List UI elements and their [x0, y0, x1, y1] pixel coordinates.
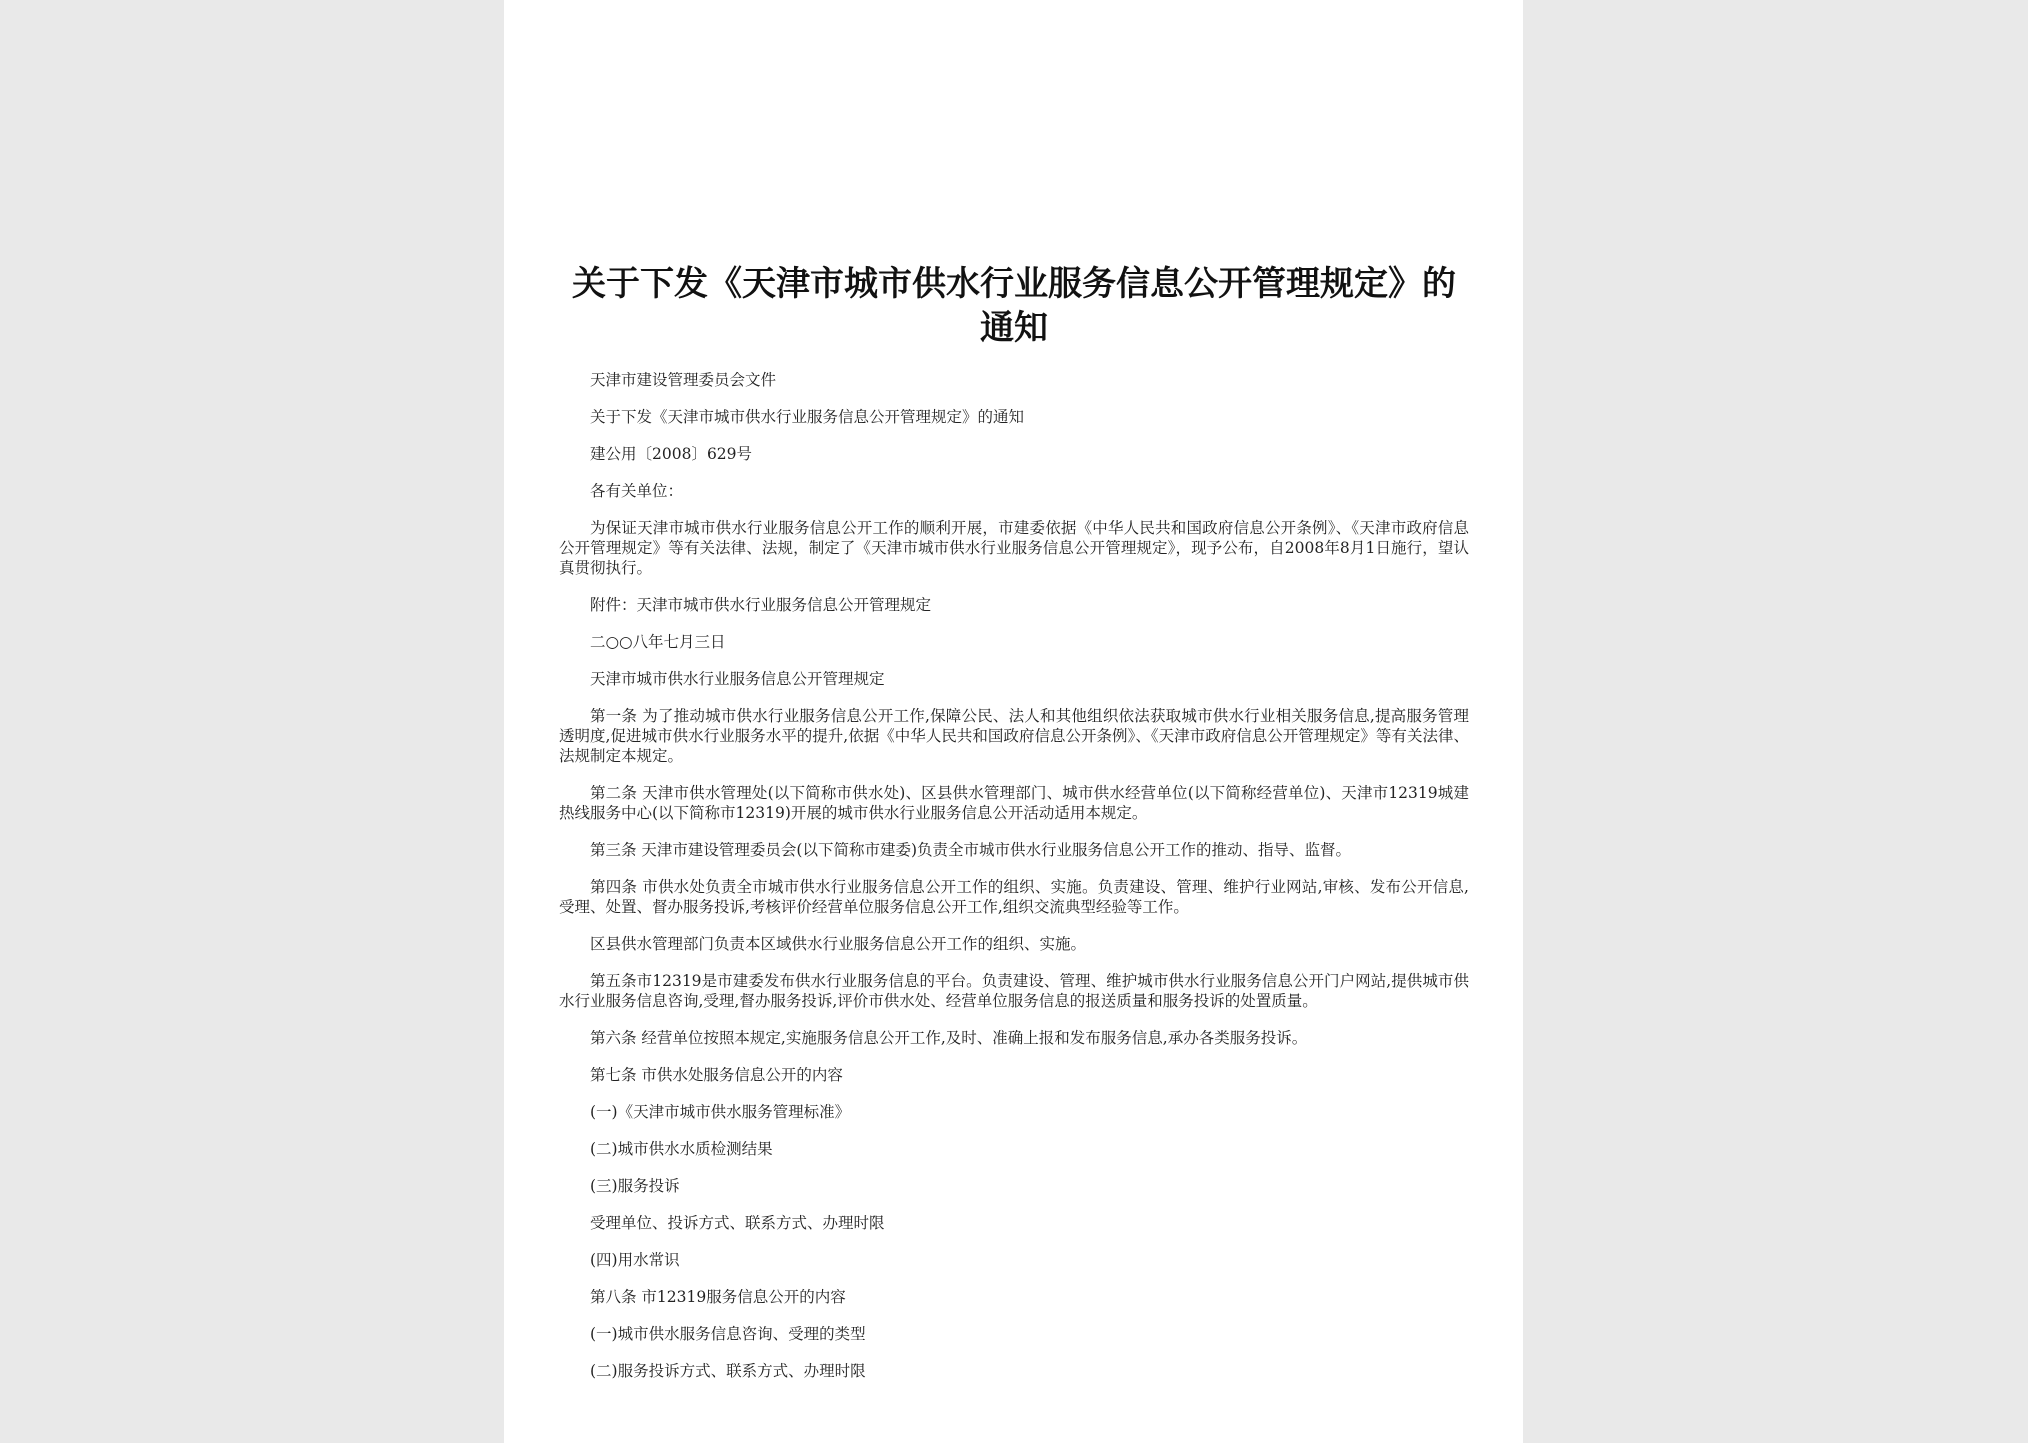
list-item: (四)用水常识: [590, 1251, 680, 1269]
body-paragraph: 为保证天津市城市供水行业服务信息公开工作的顺利开展，市建委依据《中华人民共和国政府信息公开条例》、《天津市政府信息公开管理规定》等有关法律、法规，制定了《天津市城市供水行业服务信息公开管理规定》，现予公布，自2008年8月1日施行，望认真贯彻执行。: [559, 519, 1469, 577]
article-4: 第四条 市供水处负责全市城市供水行业服务信息公开工作的组织、实施。负责建设、管理、维护行业网站,审核、发布公开信息,受理、处置、督办服务投诉,考核评价经营单位服务信息公开工作,组织交流典型经验等工作。: [559, 878, 1469, 916]
salutation: 各有关单位：: [590, 482, 684, 500]
list-item: (一)《天津市城市供水服务管理标准》: [590, 1103, 851, 1121]
article-4-district: 区县供水管理部门负责本区域供水行业服务信息公开工作的组织、实施。: [590, 935, 1087, 953]
list-item: (二)服务投诉方式、联系方式、办理时限: [590, 1362, 866, 1380]
date-line: 二○○八年七月三日: [590, 633, 726, 651]
document-body: [559, 262, 1469, 1398]
list-item: (一)城市供水服务信息咨询、受理的类型: [590, 1325, 866, 1343]
article-5: 第五条市12319是市建委发布供水行业服务信息的平台。负责建设、管理、维护城市供水行业服务信息公开门户网站,提供城市供水行业服务信息咨询,受理,督办服务投诉,评价市供水处、经营单位服务信息的报送质量和服务投诉的处置质量。: [559, 972, 1469, 1010]
attachment-line: 附件：天津市城市供水行业服务信息公开管理规定: [590, 596, 932, 614]
article-6: 第六条 经营单位按照本规定,实施服务信息公开工作,及时、准确上报和发布服务信息,承办各类服务投诉。: [590, 1029, 1308, 1047]
list-item: (二)城市供水水质检测结果: [590, 1140, 773, 1158]
list-item: 受理单位、投诉方式、联系方式、办理时限: [590, 1214, 885, 1232]
notice-subject: 关于下发《天津市城市供水行业服务信息公开管理规定》的通知: [590, 408, 1025, 426]
issuer-line: 天津市建设管理委员会文件: [590, 371, 777, 389]
article-8: 第八条 市12319服务信息公开的内容: [590, 1288, 846, 1306]
article-3: 第三条 天津市建设管理委员会(以下简称市建委)负责全市城市供水行业服务信息公开工作的推动、指导、监督。: [590, 841, 1352, 859]
document-page: [504, 0, 1523, 1443]
article-1: 第一条 为了推动城市供水行业服务信息公开工作,保障公民、法人和其他组织依法获取城市供水行业相关服务信息,提高服务管理透明度,促进城市供水行业服务水平的提升,依据《中华人民共和国政府信息公开条例》、《天津市政府信息公开管理规定》等有关法律、法规制定本规定。: [559, 707, 1469, 765]
list-item: (三)服务投诉: [590, 1177, 680, 1195]
article-2: 第二条 天津市供水管理处(以下简称市供水处)、区县供水管理部门、城市供水经营单位(以下简称经营单位)、天津市12319城建热线服务中心(以下简称市12319)开展的城市供水行业服务信息公开活动适用本规定。: [559, 784, 1469, 822]
document-number: 建公用〔2008〕629号: [590, 445, 753, 463]
article-7: 第七条 市供水处服务信息公开的内容: [590, 1066, 843, 1084]
document-title: 关于下发《天津市城市供水行业服务信息公开管理规定》的通知: [572, 264, 1456, 348]
regulation-title: 天津市城市供水行业服务信息公开管理规定: [590, 670, 885, 688]
